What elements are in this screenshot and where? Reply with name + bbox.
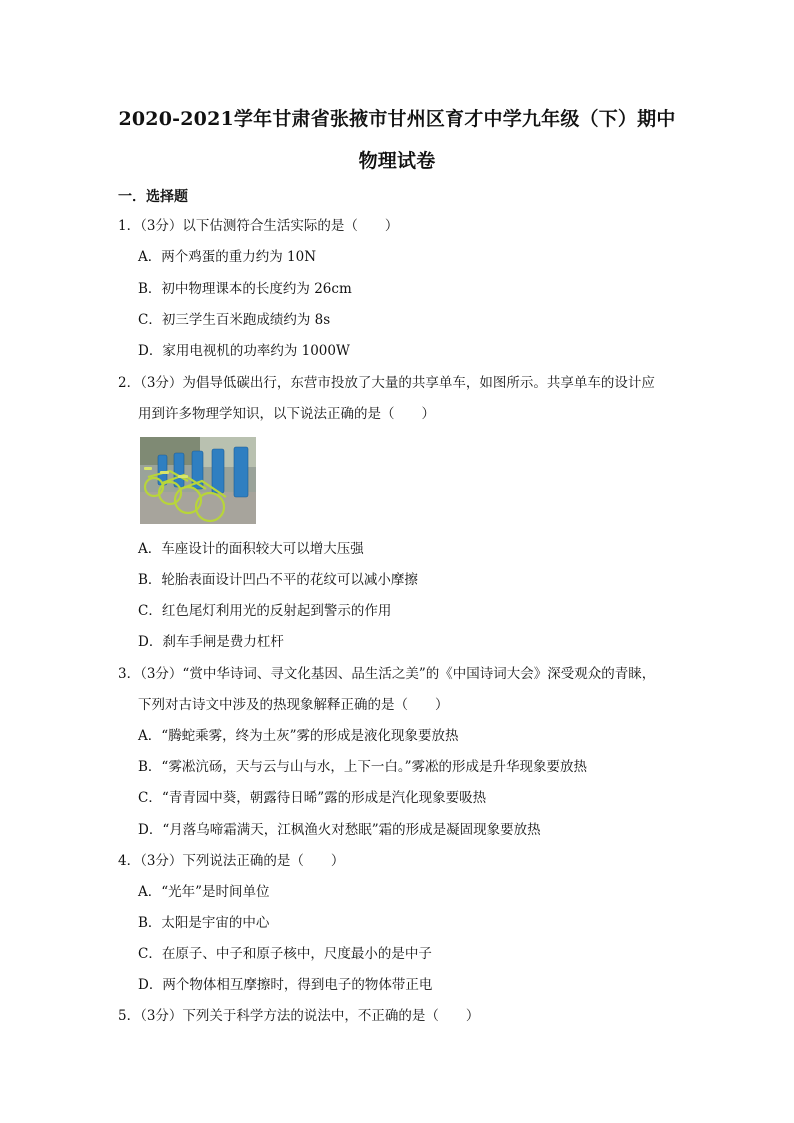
question-4-stem: 4．（3分）下列说法正确的是（ ）	[118, 853, 345, 869]
question-1-option-b: B．初中物理课本的长度约为 26cm	[138, 281, 352, 297]
question-3-stem-line2: 下列对古诗文中涉及的热现象解释正确的是（ ）	[138, 697, 449, 713]
question-3-option-b: B．“雾凇沆砀，天与云与山与水，上下一白。”雾凇的形成是升华现象要放热	[138, 759, 587, 775]
question-1-option-d: D．家用电视机的功率约为 1000W	[138, 343, 350, 359]
question-2-stem-line2: 用到许多物理学知识，以下说法正确的是（ ）	[138, 406, 435, 422]
question-2-option-a: A．车座设计的面积较大可以增大压强	[138, 541, 364, 557]
question-1-option-c: C．初三学生百米跑成绩约为 8s	[138, 312, 331, 328]
section-heading: 一．选择题	[118, 189, 188, 205]
question-3-option-c: C．“青青园中葵，朝露待日晞”露的形成是汽化现象要吸热	[138, 790, 487, 806]
question-1-option-a: A．两个鸡蛋的重力约为 10N	[138, 249, 317, 265]
question-2-stem-line1: 2．（3分）为倡导低碳出行，东营市投放了大量的共享单车，如图所示。共享单车的设计应	[118, 375, 655, 391]
question-3-stem-line1: 3．（3分）“赏中华诗词、寻文化基因、品生活之美”的《中国诗词大会》深受观众的青睐，	[118, 666, 656, 682]
question-2-option-d: D．刹车手闸是费力杠杆	[138, 634, 284, 650]
exam-title-line2: 物理试卷	[358, 150, 436, 172]
question-2-option-c: C．红色尾灯利用光的反射起到警示的作用	[138, 603, 392, 619]
question-3-option-d: D．“月落乌啼霜满天，江枫渔火对愁眠”霜的形成是凝固现象要放热	[138, 822, 541, 838]
shared-bikes-photo	[140, 437, 256, 524]
question-3-option-a: A．“腾蛇乘雾，终为土灰”雾的形成是液化现象要放热	[138, 728, 459, 744]
question-4-option-a: A．“光年”是时间单位	[138, 884, 270, 900]
question-2-option-b: B．轮胎表面设计凹凸不平的花纹可以减小摩擦	[138, 572, 418, 588]
question-1-stem: 1．（3分）以下估测符合生活实际的是（ ）	[118, 218, 399, 234]
question-4-option-d: D．两个物体相互摩擦时，得到电子的物体带正电	[138, 977, 433, 993]
question-4-option-c: C．在原子、中子和原子核中，尺度最小的是中子	[138, 946, 432, 962]
question-5-stem: 5．（3分）下列关于科学方法的说法中，不正确的是（ ）	[118, 1008, 480, 1024]
question-4-option-b: B．太阳是宇宙的中心	[138, 915, 270, 931]
exam-title-line1: 2020-2021学年甘肃省张掖市甘州区育才中学九年级（下）期中	[118, 108, 676, 130]
